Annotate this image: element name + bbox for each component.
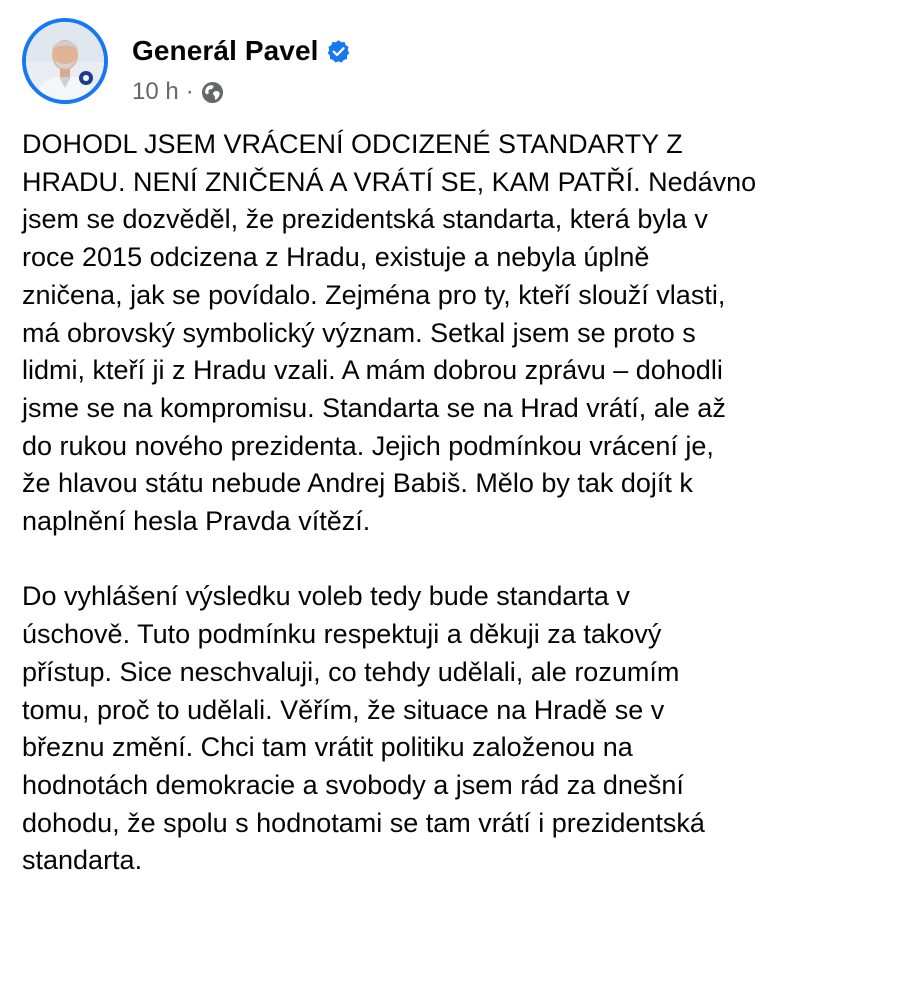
post-header [22, 18, 882, 108]
author-name-row [132, 34, 351, 68]
meta-separator: · [185, 78, 194, 105]
avatar-photo-icon [26, 22, 104, 100]
verified-badge-icon [326, 39, 351, 64]
post-timestamp[interactable]: 10 h [132, 78, 179, 105]
post-text [22, 126, 892, 880]
globe-icon[interactable] [201, 81, 224, 104]
post-paragraph-1: DOHODL JSEM VRÁCENÍ ODCIZENÉ STANDARTY Z HRADU. NENÍ ZNIČENÁ A VRÁTÍ SE, KAM PATŘÍ. Nedávno jsem se dozvěděl, že prezidentská standarta, která byla v roce 2015 odcizena z Hradu, existuje a nebyla úplně zničena, jak se povídalo. Zejména pro ty, kteří slouží vlasti, má obrovský symbolický význam. Setkal jsem se proto s lidmi, kteří ji z Hradu vzali. A mám dobrou zprávu – dohodli jsme se na kompromisu. Standarta se na Hrad vrátí, ale až do rukou nového prezidenta. Jejich podmínkou vrácení je, že hlavou státu nebude Andrej Babiš. Mělo by tak dojít k naplnění hesla Pravda vítězí. [22, 129, 757, 537]
post-meta [132, 78, 224, 106]
post-paragraph-2: Do vyhlášení výsledku voleb tedy bude standarta v úschově. Tuto podmínku respektuji a děkuji za takový přístup. Sice neschvaluji, co tehdy udělali, ale rozumím tomu, proč to udělali. Věřím, že situace na Hradě se v březnu změní. Chci tam vrátit politiku založenou na hodnotách demokracie a svobody a jsem rád za dnešní dohodu, že spolu s hodnotami se tam vrátí i prezidentská standarta. [22, 581, 705, 876]
author-avatar[interactable] [22, 18, 108, 104]
author-name[interactable]: Generál Pavel [132, 35, 319, 66]
